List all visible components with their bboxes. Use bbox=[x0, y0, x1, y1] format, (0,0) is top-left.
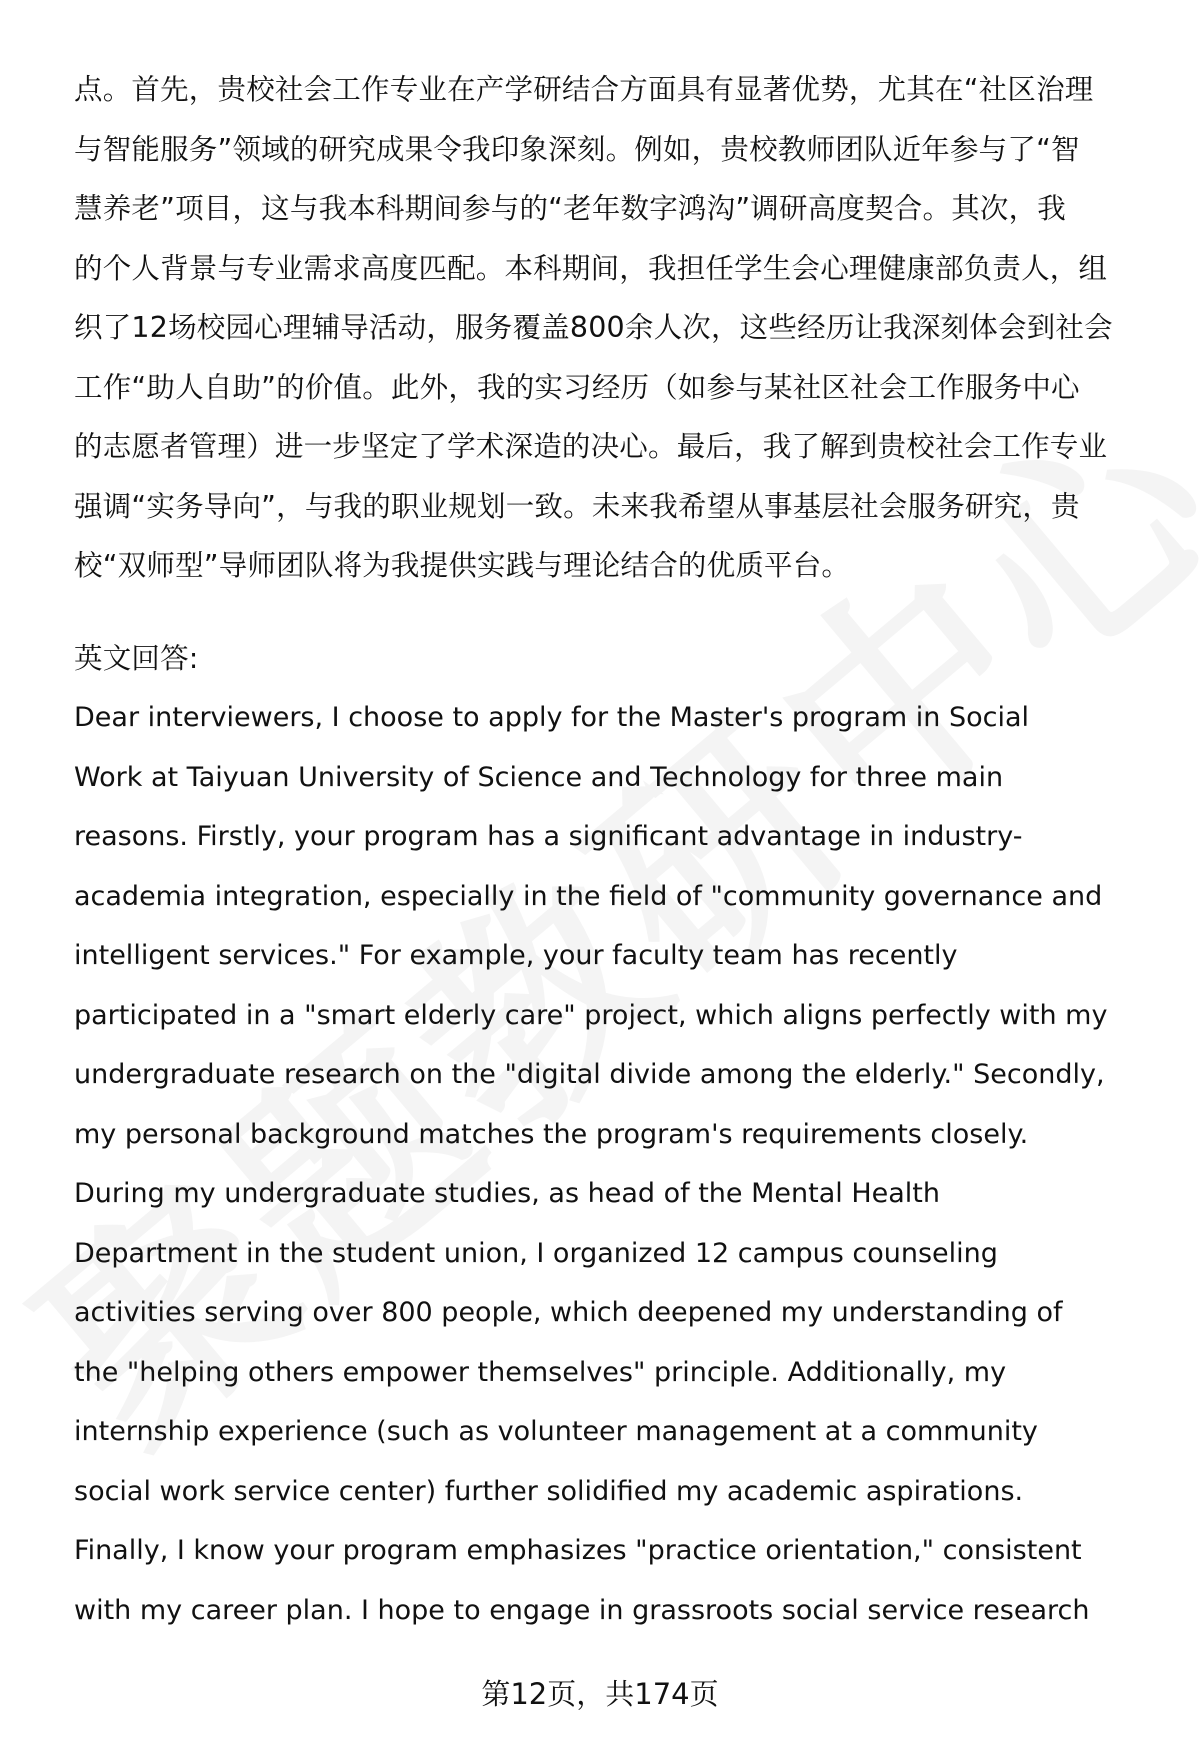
english-line: reasons. Firstly, your program has a significant advantage in industry- bbox=[74, 821, 1023, 852]
english-line: Dear interviewers, I choose to apply for the Master's program in Social bbox=[74, 702, 1029, 733]
english-line: Work at Taiyuan University of Science and Technology for three main bbox=[74, 761, 1004, 793]
chinese-line: 点。首先，贵校社会工作专业在产学研结合方面具有显著优势，尤其在“社区治理 bbox=[74, 73, 1094, 106]
english-line: internship experience (such as volunteer management at a community bbox=[74, 1416, 1038, 1447]
english-answer bbox=[74, 629, 1154, 1641]
page-number: 第12页，共174页 bbox=[481, 1677, 719, 1711]
english-line: activities serving over 800 people, which deepened my understanding of bbox=[74, 1297, 1063, 1328]
chinese-line: 的志愿者管理）进一步坚定了学术深造的决心。最后，我了解到贵校社会工作专业 bbox=[74, 430, 1108, 463]
page-content bbox=[74, 60, 1154, 1640]
english-answer-heading: 英文回答: bbox=[74, 641, 199, 675]
chinese-line: 校“双师型”导师团队将为我提供实践与理论结合的优质平台。 bbox=[74, 549, 851, 582]
english-line: participated in a "smart elderly care" project, which aligns perfectly with my bbox=[74, 999, 1108, 1031]
chinese-line: 慧养老”项目，这与我本科期间参与的“老年数字鸿沟”调研高度契合。其次，我 bbox=[74, 192, 1066, 225]
english-line: Department in the student union, I organized 12 campus counseling bbox=[74, 1237, 998, 1269]
chinese-answer bbox=[74, 60, 1154, 596]
english-line: intelligent services." For example, your faculty team has recently bbox=[74, 940, 958, 971]
paragraph-spacer bbox=[74, 596, 1154, 629]
chinese-line: 强调“实务导向”，与我的职业规划一致。未来我希望从事基层社会服务研究，贵 bbox=[74, 489, 1080, 523]
english-line: my personal background matches the program's requirements closely. bbox=[74, 1118, 1029, 1150]
chinese-line: 工作“助人自助”的价值。此外，我的实习经历（如参与某社区社会工作服务中心 bbox=[74, 370, 1080, 404]
chinese-line: 织了12场校园心理辅导活动，服务覆盖800余人次，这些经历让我深刻体会到社会 bbox=[74, 311, 1113, 344]
english-line: social work service center) further solidified my academic aspirations. bbox=[74, 1475, 1024, 1507]
english-line: During my undergraduate studies, as head of the Mental Health bbox=[74, 1178, 940, 1209]
english-line: undergraduate research on the "digital divide among the elderly." Secondly, bbox=[74, 1059, 1105, 1090]
english-line: the "helping others empower themselves" principle. Additionally, my bbox=[74, 1356, 1007, 1388]
chinese-line: 的个人背景与专业需求高度匹配。本科期间，我担任学生会心理健康部负责人，组 bbox=[74, 251, 1108, 285]
english-line: academia integration, especially in the field of "community governance and bbox=[74, 880, 1103, 912]
english-line: Finally, I know your program emphasizes "practice orientation," consistent bbox=[74, 1535, 1082, 1566]
english-line: with my career plan. I hope to engage in grassroots social service research bbox=[74, 1594, 1090, 1626]
chinese-line: 与智能服务”领域的研究成果令我印象深刻。例如，贵校教师团队近年参与了“智 bbox=[74, 132, 1080, 166]
